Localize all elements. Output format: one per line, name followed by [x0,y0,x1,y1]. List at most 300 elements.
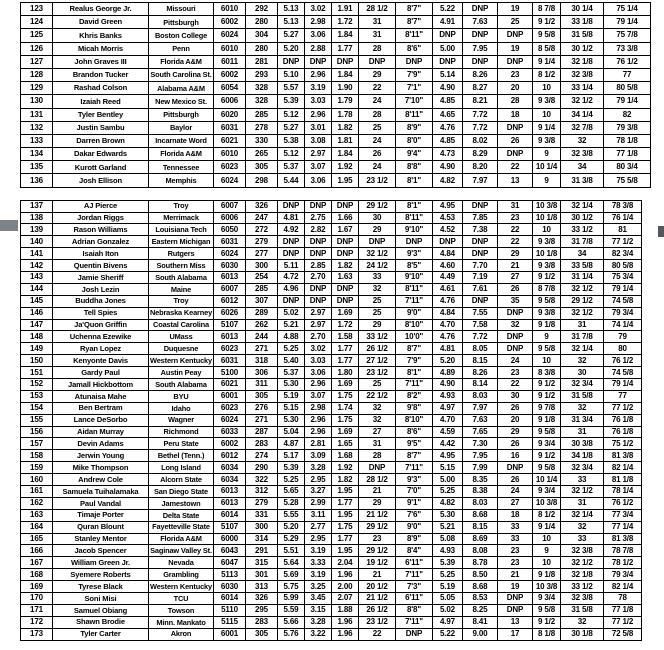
cell-bench: 35 [498,295,533,307]
table-row [21,95,651,108]
cell-height: 6024 [214,174,246,187]
cell-forty: 5.19 [278,390,305,402]
cell-rank: 131 [21,108,53,121]
cell-shuttle: 5.22 [433,3,463,16]
cell-rank: 170 [21,593,53,605]
cell-bench: 13 [498,174,533,187]
cell-rank: 132 [21,121,53,134]
cell-forty: 4.81 [278,212,305,224]
cell-height: 6030 [214,260,246,272]
cell-school: Florida A&M [149,55,214,68]
cell-wingspan: 80 5/8 [604,260,642,272]
cell-name: Gardy Paul [53,367,149,379]
cell-arm: 31 7/8 [561,331,604,343]
cell-wingspan: 73 3/8 [604,42,651,55]
cell-twenty-split: 3.22 [305,628,332,640]
cell-school: Troy [149,200,214,212]
cell-wingspan: 74 5/8 [604,295,642,307]
cell-rank: 148 [21,331,53,343]
cell-school: TCU [149,593,214,605]
cell-shuttle: 5.08 [433,533,463,545]
cell-broad-jump: 7'11" [396,462,433,474]
cell-weight: 271 [246,343,278,355]
cell-name: Adrian Gonzalez [53,236,149,248]
cell-rank: 124 [21,16,53,29]
cell-ten-split: 2.07 [332,593,359,605]
cell-arm: 32 1/4 [561,509,604,521]
cell-bench: 23 [498,557,533,569]
cell-hand: 9 3/4 [533,438,561,450]
cell-wingspan: 77 [604,390,642,402]
cell-shuttle: 4.91 [433,16,463,29]
cell-arm: 32 1/4 [561,343,604,355]
cell-wingspan: 77 1/2 [604,236,642,248]
cell-shuttle: 5.02 [433,604,463,616]
cell-weight: 298 [246,174,278,187]
table-row [21,236,642,248]
cell-rank: 134 [21,148,53,161]
cell-name: Justin Sambu [53,121,149,134]
cell-wingspan: 78 1/8 [604,134,651,147]
cell-forty: 5.28 [278,497,305,509]
cell-shuttle: 4.52 [433,224,463,236]
cell-rank: 154 [21,402,53,414]
cell-three-cone: 8.68 [463,509,498,521]
table-row [21,248,642,260]
cell-shuttle: 5.25 [433,569,463,581]
cell-name: Brandon Tucker [53,68,149,81]
cell-school: Pittsburgh [149,108,214,121]
cell-name: Tyler Bentley [53,108,149,121]
cell-ten-split: 1.82 [332,474,359,486]
cell-weight: 306 [246,367,278,379]
cell-height: 5110 [214,604,246,616]
cell-ten-split: 1.77 [332,42,359,55]
cell-shuttle: 4.84 [433,248,463,260]
cell-school: Florida A&M [149,533,214,545]
cell-shuttle: DNP [433,236,463,248]
cell-three-cone: 8.78 [463,557,498,569]
cell-vertical: 31 [359,16,396,29]
cell-vertical: DNP [359,236,396,248]
cell-arm: 32 3/8 [561,545,604,557]
cell-three-cone: DNP [463,29,498,42]
cell-name: Uchenna Ezewike [53,331,149,343]
cell-vertical: 29 1/2 [359,545,396,557]
cell-rank: 127 [21,55,53,68]
cell-wingspan: 79 1/4 [604,378,642,390]
cell-arm: 33 5/8 [561,260,604,272]
cell-forty: DNP [278,248,305,260]
cell-broad-jump: 7'1" [396,82,433,95]
cell-broad-jump: 7'3" [396,581,433,593]
cell-twenty-split: DNP [305,55,332,68]
cell-arm: 32 3/8 [561,593,604,605]
cell-broad-jump: 8'8" [396,161,433,174]
cell-vertical: 22 [359,628,396,640]
cell-school: Bethel (Tenn.) [149,450,214,462]
cell-vertical: 24 [359,95,396,108]
cell-three-cone: 8.14 [463,378,498,390]
cell-rank: 173 [21,628,53,640]
cell-three-cone: 8.21 [463,95,498,108]
table-row [21,497,642,509]
cell-weight: 265 [246,148,278,161]
cell-rank: 158 [21,450,53,462]
cell-twenty-split: 2.96 [305,68,332,81]
cell-name: Andrew Cole [53,474,149,486]
cell-name: Devin Adams [53,438,149,450]
cell-twenty-split: 2.82 [305,224,332,236]
cell-weight: 279 [246,497,278,509]
cell-broad-jump: 8'8" [396,604,433,616]
cell-bench: DNP [498,593,533,605]
cell-three-cone: 8.15 [463,521,498,533]
cell-broad-jump: 8'7" [396,16,433,29]
cell-twenty-split: 3.19 [305,545,332,557]
cell-name: David Green [53,16,149,29]
cell-ten-split: 1.67 [332,224,359,236]
cell-ten-split: 1.92 [332,161,359,174]
right-scrollbar-thumb[interactable] [658,226,664,237]
cell-school: Saginaw Valley St. [150,546,212,556]
cell-three-cone: 8.69 [463,533,498,545]
table-row [21,533,642,545]
cell-height: 6014 [214,593,246,605]
cell-weight: 285 [246,108,278,121]
cell-ten-split: 1.65 [332,438,359,450]
cell-twenty-split: 3.11 [305,509,332,521]
cell-wingspan: 76 1/2 [604,355,642,367]
cell-arm: 32 7/8 [561,121,604,134]
cell-vertical: 21 1/2 [359,509,396,521]
table-row [21,307,642,319]
cell-three-cone: 7.95 [463,450,498,462]
cell-wingspan: 79 1/4 [604,16,651,29]
cell-name: William Green Jr. [53,557,149,569]
cell-height: 6006 [214,212,246,224]
cell-bench: 18 [498,108,533,121]
cell-wingspan: 77 1/4 [604,521,642,533]
cell-hand: 9 3/8 [533,134,561,147]
cell-weight: 244 [246,331,278,343]
cell-broad-jump: 8'0" [396,134,433,147]
cell-rank: 168 [21,569,53,581]
cell-rank: 133 [21,134,53,147]
cell-shuttle: 4.97 [433,616,463,628]
cell-rank: 125 [21,29,53,42]
cell-school: Delta State [149,509,214,521]
cell-bench: 20 [498,414,533,426]
cell-three-cone: 7.95 [463,42,498,55]
cell-vertical: 24 [359,134,396,147]
cell-twenty-split: 2.98 [305,16,332,29]
cell-wingspan: 79 1/4 [604,283,642,295]
cell-forty: 5.30 [278,378,305,390]
cell-hand: 10 [533,557,561,569]
cell-vertical: 24 [359,161,396,174]
cell-hand: 9 3/4 [533,593,561,605]
cell-school: Memphis [149,174,214,187]
cell-name: Buddha Jones [53,295,149,307]
cell-wingspan: 75 1/2 [604,438,642,450]
cell-height: 6012 [214,450,246,462]
cell-rank: 142 [21,260,53,272]
cell-bench: 29 [498,248,533,260]
cell-rank: 163 [21,509,53,521]
cell-height: 5115 [214,616,246,628]
cell-forty: 5.69 [278,569,305,581]
cell-school: Maine [149,283,214,295]
cell-arm: 31 [561,319,604,331]
cell-shuttle: 4.81 [433,343,463,355]
cell-vertical: 26 1/2 [359,604,396,616]
cell-arm: 31 3/4 [561,414,604,426]
cell-weight: 307 [246,295,278,307]
cell-shuttle: 4.90 [433,82,463,95]
cell-height: 6013 [214,271,246,283]
cell-three-cone: 8.50 [463,569,498,581]
cell-height: 6001 [214,628,246,640]
cell-arm: 30 3/8 [561,438,604,450]
cell-ten-split: 1.81 [332,134,359,147]
cell-broad-jump: 8'11" [396,29,433,42]
cell-school: San Diego State [149,486,214,498]
cell-vertical: 31 [359,438,396,450]
cell-hand: 9 3/8 [533,307,561,319]
left-scrollbar-thumb[interactable] [0,220,18,231]
cell-hand: 9 [533,148,561,161]
cell-rank: 149 [21,343,53,355]
cell-rank: 162 [21,497,53,509]
cell-vertical: 24 1/2 [359,260,396,272]
cell-forty: 5.13 [278,16,305,29]
cell-arm: 32 1/4 [561,200,604,212]
cell-ten-split: 1.74 [332,402,359,414]
table-row [21,462,642,474]
cell-wingspan: 78 1/2 [604,557,642,569]
cell-bench: DNP [498,121,533,134]
cell-ten-split: 1.95 [332,174,359,187]
cell-three-cone: 7.63 [463,414,498,426]
cell-ten-split: 2.00 [332,581,359,593]
cell-forty: 5.29 [278,533,305,545]
cell-shuttle: 4.85 [433,95,463,108]
cell-arm: 32 [561,355,604,367]
cell-broad-jump: 9'1" [396,497,433,509]
cell-twenty-split: 3.06 [305,29,332,42]
cell-vertical: 29 [359,68,396,81]
cell-twenty-split: 2.70 [305,271,332,283]
cell-hand: 9 3/4 [533,486,561,498]
cell-vertical: 31 [359,29,396,42]
cell-three-cone: 8.26 [463,367,498,379]
cell-rank: 129 [21,82,53,95]
cell-height: 6054 [214,82,246,95]
cell-name: AJ Pierce [53,200,149,212]
cell-wingspan: 79 [604,331,642,343]
cell-shuttle: 5.00 [433,474,463,486]
cell-vertical: 23 1/2 [359,367,396,379]
cell-weight: 330 [246,134,278,147]
cell-vertical: 28 1/2 [359,3,396,16]
document-page [20,2,651,641]
cell-wingspan: 78 [604,593,642,605]
cell-hand: 9 [533,174,561,187]
cell-forty: 5.21 [278,319,305,331]
cell-rank: 126 [21,42,53,55]
cell-arm: 31 5/8 [561,29,604,42]
cell-name: Syemere Roberts [53,569,149,581]
cell-bench: 27 [498,497,533,509]
cell-school: Long Island [149,462,214,474]
cell-ten-split: 1.96 [332,569,359,581]
cell-bench: 23 [498,545,533,557]
cell-height: 6023 [214,343,246,355]
cell-height: 6013 [214,486,246,498]
cell-twenty-split: 2.70 [305,331,332,343]
cell-height: 6013 [214,331,246,343]
table-row [21,319,642,331]
cell-height: 6010 [214,3,246,16]
cell-forty: 5.15 [278,402,305,414]
cell-weight: 262 [246,319,278,331]
cell-three-cone: 7.97 [463,402,498,414]
cell-school: Grambling [149,569,214,581]
cell-weight: 313 [246,581,278,593]
table-row [21,271,642,283]
cell-school: Akron [149,628,214,640]
cell-broad-jump: 8'11" [396,108,433,121]
cell-broad-jump: 8'9" [396,121,433,134]
cell-name: Jerwin Young [53,450,149,462]
table-row [21,616,642,628]
cell-shuttle: 5.19 [433,581,463,593]
cell-arm: 32 3/4 [561,378,604,390]
cell-forty: 5.11 [278,260,305,272]
cell-vertical: 26 1/2 [359,343,396,355]
cell-twenty-split: 3.27 [305,486,332,498]
cell-vertical: 32 [359,414,396,426]
cell-hand: 10 1/4 [533,474,561,486]
cell-wingspan: 82 1/4 [604,462,642,474]
cell-height: 6010 [214,42,246,55]
cell-arm: 31 [561,497,604,509]
cell-weight: 278 [246,121,278,134]
cell-school: Tennessee [149,161,214,174]
cell-three-cone: 8.27 [463,82,498,95]
cell-forty: 5.02 [278,307,305,319]
cell-bench: DNP [498,331,533,343]
cell-ten-split: 1.84 [332,148,359,161]
cell-bench: DNP [498,307,533,319]
cell-broad-jump: 7'10" [396,95,433,108]
cell-ten-split: DNP [332,55,359,68]
cell-ten-split: 1.82 [332,121,359,134]
cell-bench: 33 [498,533,533,545]
cell-shuttle: 5.21 [433,521,463,533]
cell-arm: 32 3/8 [561,68,604,81]
cell-shuttle: 5.30 [433,509,463,521]
cell-twenty-split: 3.09 [305,450,332,462]
cell-weight: 315 [246,557,278,569]
cell-rank: 155 [21,414,53,426]
cell-bench: 26 [498,283,533,295]
cell-height: 6031 [214,236,246,248]
table-row [21,108,651,121]
cell-hand: 8 1/2 [533,509,561,521]
cell-rank: 146 [21,307,53,319]
cell-height: 6043 [214,545,246,557]
cell-shuttle: 4.53 [433,212,463,224]
table-row [21,331,642,343]
cell-rank: 138 [21,212,53,224]
cell-weight: 312 [246,486,278,498]
cell-arm: 31 1/4 [561,271,604,283]
cell-forty: 5.40 [278,355,305,367]
cell-name: Jamall Hickbottom [53,378,149,390]
cell-school: Troy [149,295,214,307]
cell-height: 6007 [214,200,246,212]
cell-vertical: 21 [359,569,396,581]
cell-bench: 28 [498,95,533,108]
cell-height: 6031 [214,121,246,134]
cell-twenty-split: 2.97 [305,319,332,331]
cell-broad-jump: 8'6" [396,42,433,55]
cell-rank: 130 [21,95,53,108]
cell-ten-split: 1.72 [332,319,359,331]
cell-bench: 26 [498,134,533,147]
cell-rank: 143 [21,271,53,283]
cell-hand: 9 1/4 [533,55,561,68]
cell-forty: DNP [278,295,305,307]
cell-hand: 9 1/2 [533,450,561,462]
cell-shuttle: 4.65 [433,108,463,121]
cell-weight: 283 [246,438,278,450]
cell-ten-split: DNP [332,200,359,212]
cell-height: 6024 [214,29,246,42]
cell-height: 6047 [214,557,246,569]
cell-broad-jump: 7'11" [396,569,433,581]
table-row [21,509,642,521]
cell-broad-jump: 7'9" [396,355,433,367]
cell-vertical: 29 [359,497,396,509]
cell-weight: 305 [246,628,278,640]
cell-wingspan: 78 1/4 [604,486,642,498]
cell-name: Rashad Colson [53,82,149,95]
cell-arm: 34 [561,161,604,174]
cell-broad-jump: 9'0" [396,521,433,533]
cell-hand: 8 5/8 [533,42,561,55]
cell-weight: 305 [246,390,278,402]
cell-school: Western Kentucky [150,355,212,365]
table-row [21,212,642,224]
cell-rank: 166 [21,545,53,557]
cell-wingspan: 79 1/4 [604,95,651,108]
cell-bench: 33 [498,521,533,533]
table-row [21,295,642,307]
cell-shuttle: 4.89 [433,367,463,379]
cell-height: 6020 [214,108,246,121]
cell-weight: 300 [246,260,278,272]
cell-hand: 10 3/8 [533,200,561,212]
cell-twenty-split: 3.02 [305,343,332,355]
cell-forty: 5.12 [278,108,305,121]
cell-school: Boston College [149,29,214,42]
cell-height: 5113 [214,569,246,581]
table-row [21,283,642,295]
cell-hand: 8 7/8 [533,3,561,16]
